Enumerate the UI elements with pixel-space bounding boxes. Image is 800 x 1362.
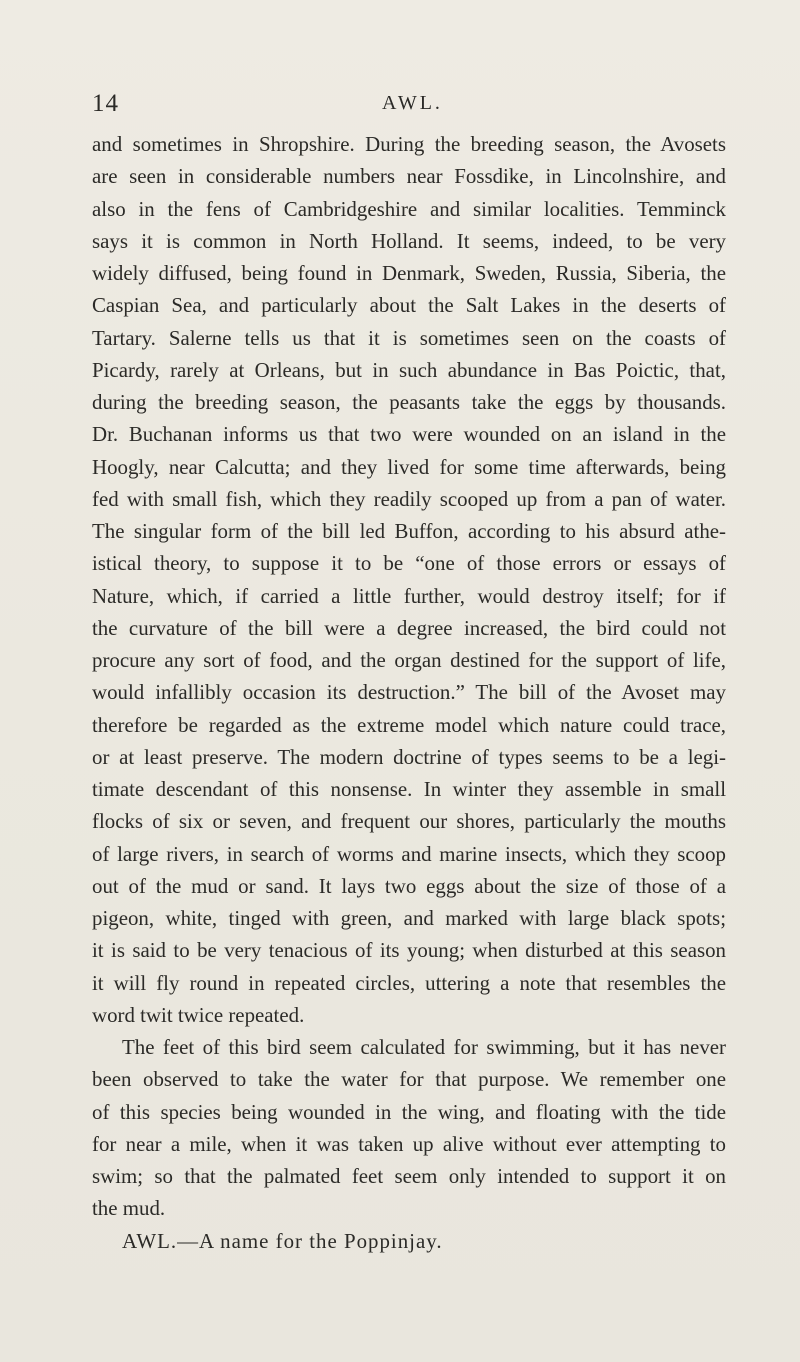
running-head (92, 90, 732, 122)
text-line: istical theory, to suppose it to be “one of those errors or essays of (92, 551, 726, 576)
text-line: of this species being wounded in the wing, and floating with the tide (92, 1099, 726, 1124)
text-line: are seen in considerable numbers near Fossdike, in Lincolnshire, and (92, 164, 726, 189)
text-line: widely diffused, being found in Denmark, Sweden, Russia, Siberia, the (92, 261, 726, 285)
text-line: of large rivers, in search of worms and marine insects, which they scoop (92, 841, 726, 866)
body-text (92, 128, 726, 1257)
text-line: says it is common in North Holland. It seems, indeed, to be very (92, 228, 726, 253)
text-line: The feet of this bird seem calculated for swimming, but it has never (122, 1035, 726, 1059)
text-line: and sometimes in Shropshire. During the breeding season, the Avosets (92, 132, 726, 156)
text-line: word twit twice repeated. (92, 1002, 305, 1027)
entry-awl (92, 1225, 726, 1257)
text-line: would infallibly occasion its destruction.” The bill of the Avoset may (92, 680, 726, 705)
text-line: the curvature of the bill were a degree increased, the bird could not (92, 615, 726, 640)
text-line: it is said to be very tenacious of its young; when disturbed at this season (92, 938, 726, 963)
text-line: fed with small fish, which they readily scooped up from a pan of water. (92, 486, 726, 511)
running-title: AWL. (382, 92, 443, 114)
text-line: for near a mile, when it was taken up alive without ever attempting to (92, 1131, 726, 1156)
text-line: Picardy, rarely at Orleans, but in such abundance in Bas Poictic, that, (92, 357, 726, 382)
text-line: been observed to take the water for that purpose. We remember one (92, 1067, 726, 1092)
text-line: Tartary. Salerne tells us that it is sometimes seen on the coasts of (92, 325, 726, 350)
text-line: procure any sort of food, and the organ destined for the support of life, (92, 648, 726, 672)
text-line: Hoogly, near Calcutta; and they lived for some time afterwards, being (92, 454, 726, 479)
text-line: AWL.—A name for the Poppinjay. (122, 1228, 443, 1253)
text-line: it will fly round in repeated circles, uttering a note that resembles the (92, 970, 726, 995)
text-line: timate descendant of this nonsense. In winter they assemble in small (92, 777, 726, 801)
text-line: pigeon, white, tinged with green, and marked with large black spots; (92, 906, 726, 930)
text-line: Dr. Buchanan informs us that two were wounded on an island in the (92, 422, 726, 447)
text-line: out of the mud or sand. It lays two eggs about the size of those of a (92, 873, 726, 898)
text-line: swim; so that the palmated feet seem only intended to support it on (92, 1164, 726, 1188)
text-line: therefore be regarded as the extreme model which nature could trace, (92, 712, 726, 737)
text-line: the mud. (92, 1196, 166, 1221)
text-line: during the breeding season, the peasants take the eggs by thousands. (92, 390, 726, 414)
text-line: Caspian Sea, and particularly about the Salt Lakes in the deserts of (92, 293, 726, 318)
paragraph-avoset-feet (92, 1031, 726, 1225)
text-line: or at least preserve. The modern doctrine of types seems to be a legi- (92, 744, 726, 769)
text-line: flocks of six or seven, and frequent our shores, particularly the mouths (92, 809, 726, 834)
text-line: Nature, which, if carried a little further, would destroy itself; for if (92, 583, 726, 608)
text-line: The singular form of the bill led Buffon, according to his absurd athe- (92, 519, 726, 543)
paragraph-avoset-range (92, 128, 726, 1031)
page-number: 14 (92, 90, 119, 117)
text-line: also in the fens of Cambridgeshire and similar localities. Temminck (92, 196, 726, 221)
